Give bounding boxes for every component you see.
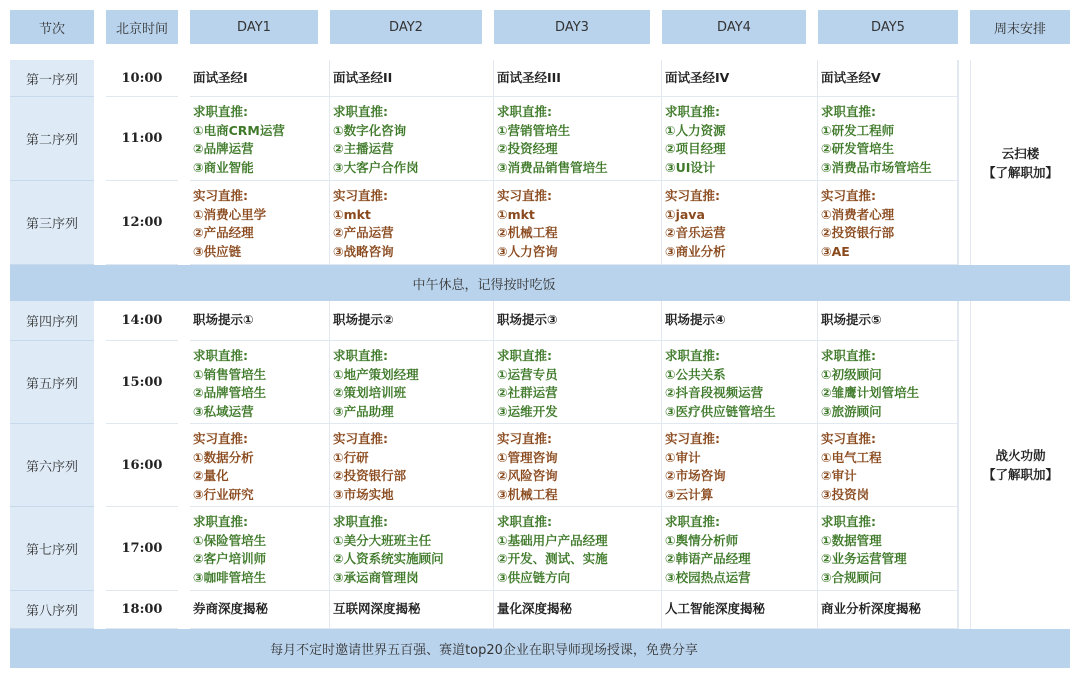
cell-heading: 求职直推: — [665, 348, 720, 363]
cell-line: ③商业智能 — [193, 159, 254, 175]
cell-heading: 实习直推: — [821, 188, 876, 203]
seq-label: 第六序列 — [10, 424, 94, 507]
cell-heading: 求职直推: — [821, 348, 876, 363]
cell-line: ③校园热点运营 — [665, 569, 751, 585]
cell-line: ①舆情分析师 — [665, 532, 739, 548]
schedule-cell — [662, 507, 818, 591]
cell-line: ①行研 — [333, 449, 369, 465]
cell-line: ①运营专员 — [497, 366, 558, 382]
cell-line: ①电气工程 — [821, 449, 882, 465]
cell-line: ①消费者心理 — [821, 206, 895, 222]
header-day5: DAY5 — [818, 10, 958, 44]
cell-line: 面试圣经III — [497, 69, 561, 85]
schedule-cell — [494, 424, 662, 507]
row-gutter — [958, 424, 970, 507]
weekend-cell-1 — [970, 60, 1070, 265]
schedule-cell — [662, 424, 818, 507]
cell-line: ③云计算 — [665, 486, 714, 502]
cell-line: ③机械工程 — [497, 486, 558, 502]
weekend-cell-2 — [970, 301, 1070, 629]
seq-label: 第八序列 — [10, 591, 94, 629]
cell-line: ①销售管培生 — [193, 366, 267, 382]
header-day2: DAY2 — [330, 10, 482, 44]
seq-label: 第七序列 — [10, 507, 94, 591]
cell-heading: 实习直推: — [333, 431, 388, 446]
cell-line: 职场提示① — [193, 312, 254, 328]
cell-line: ②雏鹰计划管培生 — [821, 385, 920, 400]
cell-line: ①基础用户产品经理 — [497, 532, 608, 548]
cell-line: ②主播运营 — [333, 141, 394, 156]
cell-heading: 实习直推: — [333, 188, 388, 203]
time-label: 17:00 — [106, 507, 178, 591]
cell-line: ①地产策划经理 — [333, 366, 419, 382]
cell-heading: 求职直推: — [665, 104, 720, 119]
seq-label: 第二序列 — [10, 97, 94, 181]
schedule-cell — [190, 97, 330, 181]
time-label: 18:00 — [106, 591, 178, 629]
cell-line: ③UI设计 — [665, 159, 716, 175]
cell-line: ①初级顾问 — [821, 366, 882, 382]
schedule-cell — [190, 60, 330, 97]
cell-line: ③战略咨询 — [333, 243, 394, 259]
time-label: 16:00 — [106, 424, 178, 507]
cell-line: 量化深度揭秘 — [497, 601, 573, 617]
time-label: 14:00 — [106, 301, 178, 341]
cell-heading: 求职直推: — [821, 104, 876, 119]
schedule-cell — [330, 60, 494, 97]
weekend-1-title: 云扫楼 — [1001, 145, 1040, 161]
schedule-cell — [818, 301, 958, 341]
schedule-cell — [330, 591, 494, 629]
cell-line: ①java — [665, 206, 705, 222]
header-day3: DAY3 — [494, 10, 650, 44]
cell-line: ①人力资源 — [665, 122, 726, 138]
cell-line: ①数据分析 — [193, 449, 254, 465]
cell-line: ①公共关系 — [665, 366, 726, 382]
cell-heading: 求职直推: — [333, 104, 388, 119]
cell-line: ③运维开发 — [497, 403, 558, 419]
schedule-cell — [818, 341, 958, 424]
time-label: 10:00 — [106, 60, 178, 97]
cell-line: 面试圣经II — [333, 69, 393, 85]
cell-line: 面试圣经I — [193, 69, 248, 85]
cell-line: 券商深度揭秘 — [193, 601, 269, 617]
cell-line: ②品牌管培生 — [193, 385, 267, 400]
cell-line: ③旅游顾问 — [821, 403, 882, 419]
cell-line: ③消费品销售管培生 — [497, 159, 608, 175]
cell-line: ②韩语产品经理 — [665, 551, 751, 566]
schedule-cell — [330, 424, 494, 507]
seq-label: 第四序列 — [10, 301, 94, 341]
cell-line: 职场提示③ — [497, 312, 558, 328]
weekend-2-link[interactable]: 【了解职加】 — [982, 467, 1058, 482]
cell-heading: 求职直推: — [665, 514, 720, 529]
cell-line: ③商业分析 — [665, 243, 726, 259]
schedule-cell — [662, 301, 818, 341]
cell-line: ①研发工程师 — [821, 122, 895, 138]
cell-line: ②投资银行部 — [333, 468, 407, 483]
cell-heading: 实习直推: — [193, 431, 248, 446]
schedule-cell — [818, 591, 958, 629]
cell-heading: 实习直推: — [665, 188, 720, 203]
cell-line: ③供应链 — [193, 243, 242, 259]
cell-line: ②产品运营 — [333, 225, 394, 240]
cell-line: 互联网深度揭秘 — [333, 601, 421, 617]
cell-heading: 求职直推: — [193, 348, 248, 363]
cell-line: ②开发、测试、实施 — [497, 551, 608, 566]
cell-line: ②量化 — [193, 468, 229, 483]
cell-heading: 实习直推: — [497, 188, 552, 203]
cell-line: ①消费心里学 — [193, 206, 267, 222]
schedule-cell — [818, 424, 958, 507]
cell-line: ①管理咨询 — [497, 449, 558, 465]
cell-line: 面试圣经V — [821, 69, 881, 85]
cell-line: ②审计 — [821, 468, 857, 483]
schedule-cell — [818, 97, 958, 181]
cell-line: ②投资经理 — [497, 141, 558, 156]
weekend-1-link[interactable]: 【了解职加】 — [982, 164, 1058, 180]
header-weekend: 周末安排 — [970, 10, 1070, 44]
cell-line: ②客户培训师 — [193, 551, 267, 566]
schedule-cell — [494, 507, 662, 591]
lunch-break-band-right — [958, 265, 1070, 301]
lunch-break-band: 中午休息，记得按时吃饭 — [10, 265, 958, 301]
cell-heading: 求职直推: — [193, 514, 248, 529]
cell-heading: 求职直推: — [497, 104, 552, 119]
cell-line: ②投资银行部 — [821, 225, 895, 240]
cell-line: ③私域运营 — [193, 403, 254, 419]
cell-line: ②音乐运营 — [665, 225, 726, 240]
cell-line: ②人资系统实施顾问 — [333, 551, 444, 566]
time-label: 15:00 — [106, 341, 178, 424]
cell-line: ③大客户合作岗 — [333, 159, 419, 175]
seq-label: 第三序列 — [10, 181, 94, 265]
weekend-2-title: 战火功勋 — [995, 448, 1046, 463]
cell-line: ②研发管培生 — [821, 141, 895, 156]
row-gutter — [958, 591, 970, 629]
cell-heading: 实习直推: — [665, 431, 720, 446]
cell-line: 职场提示⑤ — [821, 312, 882, 328]
row-gutter — [958, 60, 970, 97]
cell-line: ③投资岗 — [821, 486, 870, 502]
footer-band-right — [958, 629, 1070, 668]
cell-line: ②市场咨询 — [665, 468, 726, 483]
row-gutter — [958, 181, 970, 265]
header-time: 北京时间 — [106, 10, 178, 44]
schedule-cell — [494, 341, 662, 424]
schedule-cell — [190, 341, 330, 424]
schedule-cell — [662, 341, 818, 424]
schedule-cell — [190, 507, 330, 591]
cell-line: ①电商CRM运营 — [193, 122, 285, 138]
schedule-cell — [818, 181, 958, 265]
cell-line: ③AE — [821, 243, 850, 259]
cell-heading: 实习直推: — [193, 188, 248, 203]
header-day4: DAY4 — [662, 10, 806, 44]
cell-line: 职场提示② — [333, 312, 394, 328]
cell-line: ②社群运营 — [497, 385, 558, 400]
cell-line: ②项目经理 — [665, 141, 726, 156]
cell-line: ③消费品市场管培生 — [821, 159, 932, 175]
row-gutter — [958, 97, 970, 181]
schedule-cell — [818, 60, 958, 97]
cell-line: ①保险管培生 — [193, 532, 267, 548]
header-day1: DAY1 — [190, 10, 318, 44]
cell-heading: 求职直推: — [497, 348, 552, 363]
cell-heading: 求职直推: — [821, 514, 876, 529]
cell-line: 人工智能深度揭秘 — [665, 601, 766, 617]
time-label: 12:00 — [106, 181, 178, 265]
schedule-cell — [190, 424, 330, 507]
cell-line: ①mkt — [333, 206, 371, 222]
cell-heading: 求职直推: — [333, 348, 388, 363]
cell-line: ③供应链方向 — [497, 569, 571, 585]
cell-line: ③承运商管理岗 — [333, 569, 419, 585]
cell-line: 面试圣经IV — [665, 69, 730, 85]
schedule-cell — [494, 97, 662, 181]
cell-line: ②品牌运营 — [193, 141, 254, 156]
cell-line: ③合规顾问 — [821, 569, 882, 585]
cell-line: ①mkt — [497, 206, 535, 222]
seq-label: 第五序列 — [10, 341, 94, 424]
schedule-cell — [662, 591, 818, 629]
cell-line: ①营销管培生 — [497, 122, 571, 138]
cell-line: ③产品助理 — [333, 403, 394, 419]
cell-line: ②抖音段视频运营 — [665, 385, 764, 400]
cell-line: 商业分析深度揭秘 — [821, 601, 922, 617]
cell-line: ③市场实地 — [333, 486, 394, 502]
schedule-cell — [330, 301, 494, 341]
schedule-cell — [190, 181, 330, 265]
cell-line: ③咖啡管培生 — [193, 569, 267, 585]
cell-line: ②策划培训班 — [333, 385, 407, 400]
row-gutter — [958, 507, 970, 591]
cell-line: ①美分大班班主任 — [333, 532, 432, 548]
cell-heading: 求职直推: — [193, 104, 248, 119]
schedule-cell — [494, 591, 662, 629]
cell-line: ③行业研究 — [193, 486, 254, 502]
schedule-cell — [190, 301, 330, 341]
time-label: 11:00 — [106, 97, 178, 181]
row-gutter — [958, 301, 970, 341]
schedule-cell — [190, 591, 330, 629]
cell-line: ③医疗供应链管培生 — [665, 403, 776, 419]
cell-line: ②风险咨询 — [497, 468, 558, 483]
footer-band: 每月不定时邀请世界五百强、赛道top20企业在职导师现场授课，免费分享 — [10, 629, 958, 668]
seq-label: 第一序列 — [10, 60, 94, 97]
cell-heading: 求职直推: — [333, 514, 388, 529]
schedule-cell — [330, 181, 494, 265]
cell-line: 职场提示④ — [665, 312, 726, 328]
schedule-cell — [330, 341, 494, 424]
schedule-cell — [818, 507, 958, 591]
cell-line: ②产品经理 — [193, 225, 254, 240]
cell-line: ②业务运营管理 — [821, 551, 907, 566]
cell-heading: 实习直推: — [497, 431, 552, 446]
cell-line: ①数据管理 — [821, 532, 882, 548]
schedule-cell — [494, 60, 662, 97]
cell-line: ①数字化咨询 — [333, 122, 407, 138]
header-seq: 节次 — [10, 10, 94, 44]
schedule-cell — [494, 301, 662, 341]
cell-heading: 实习直推: — [821, 431, 876, 446]
schedule-cell — [330, 97, 494, 181]
cell-line: ①审计 — [665, 449, 701, 465]
schedule-cell — [662, 97, 818, 181]
row-gutter — [958, 341, 970, 424]
cell-line: ②机械工程 — [497, 225, 558, 240]
schedule-cell — [330, 507, 494, 591]
schedule-cell — [494, 181, 662, 265]
schedule-cell — [662, 181, 818, 265]
schedule-cell — [662, 60, 818, 97]
cell-heading: 求职直推: — [497, 514, 552, 529]
cell-line: ③人力咨询 — [497, 243, 558, 259]
